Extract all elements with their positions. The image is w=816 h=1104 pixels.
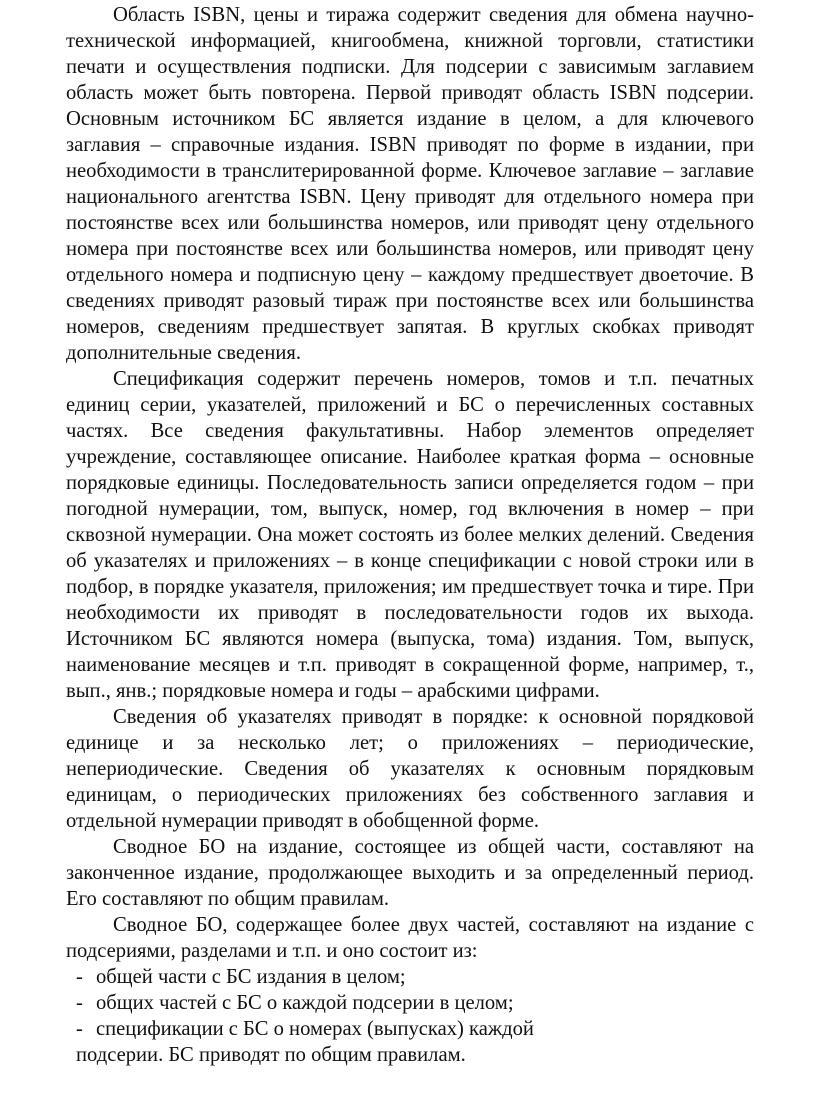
paragraph-summary-description: Сводное БО на издание, состоящее из общей части, составляют на законченное издание, продолжающее выходить и за определенный период. Его составляют по общим правилам.: [66, 836, 754, 910]
paragraph-specification: Спецификация содержит перечень номеров, томов и т.п. печатных единиц серии, указателей, приложений и БС о перечисленных составных частях. Все сведения факультативны. Набор элементов определяет учреждение, составляющее описание. Наиболее краткая форма – основные порядковые единицы. Последовательность записи определяется годом – при погодной нумерации, том, выпуск, номер, год включения в номер – при сквозной нумерации. Она может состоять из более мелких делений. Сведения об указателях и приложениях – в конце спецификации с новой строки или в подбор, в порядке указателя, приложения; им предшествует точка и тире. При необходимости их приводят в последовательности годов их выхода. Источником БС являются номера (выпуска, тома) издания. Том, выпуск, наименование месяцев и т.п. приводят в сокращенной форме, например, т., вып., янв.; порядковые номера и годы – арабскими цифрами.: [66, 368, 754, 702]
list-item: [66, 990, 754, 1016]
list-dash: -: [76, 1018, 83, 1040]
list-item: [66, 964, 754, 990]
list-item: [66, 1016, 754, 1042]
list-item-text: общих частей с БС о каждой подсерии в целом;: [96, 992, 514, 1014]
list-item-text: общей части с БС издания в целом;: [96, 966, 406, 988]
paragraph-indexes: Сведения об указателях приводят в порядке: к основной порядковой единице и за несколько лет; о приложениях – периодические, непериодические. Сведения об указателях к основным порядковым единицам, о периодических приложениях без собственного заглавия и отдельной нумерации приводят в обобщенной форме.: [66, 706, 754, 832]
list-item-text: спецификации с БС о номерах (выпусках) каждой: [96, 1018, 534, 1040]
list-dash: -: [76, 992, 83, 1014]
closing-line: подсерии. БС приводят по общим правилам.: [76, 1044, 466, 1066]
parts-list: [66, 964, 754, 1042]
list-dash: -: [76, 966, 83, 988]
paragraph-summary-parts: Сводное БО, содержащее более двух частей, составляют на издание с подсериями, разделами и т.п. и оно состоит из:: [66, 914, 754, 962]
paragraph-isbn-area: Область ISBN, цены и тиража содержит сведения для обмена научно-технической информацией, книгообмена, книжной торговли, статистики печати и осуществления подписки. Для подсерии с зависимым заглавием область может быть повторена. Первой приводят область ISBN подсерии. Основным источником БС является издание в целом, а для ключевого заглавия – справочные издания. ISBN приводят по форме в издании, при необходимости в транслитерированной форме. Ключевое заглавие – заглавие национального агентства ISBN. Цену приводят для отдельного номера при постоянстве всех или большинства номеров, или приводят цену отдельного номера при постоянстве всех или большинства номеров, или приводят цену отдельного номера и подписную цену – каждому предшествует двоеточие. В сведениях приводят разовый тираж при постоянстве всех или большинства номеров, сведениям предшествует запятая. В круглых скобках приводят дополнительные сведения.: [66, 4, 754, 364]
document-page: [66, 2, 754, 1068]
